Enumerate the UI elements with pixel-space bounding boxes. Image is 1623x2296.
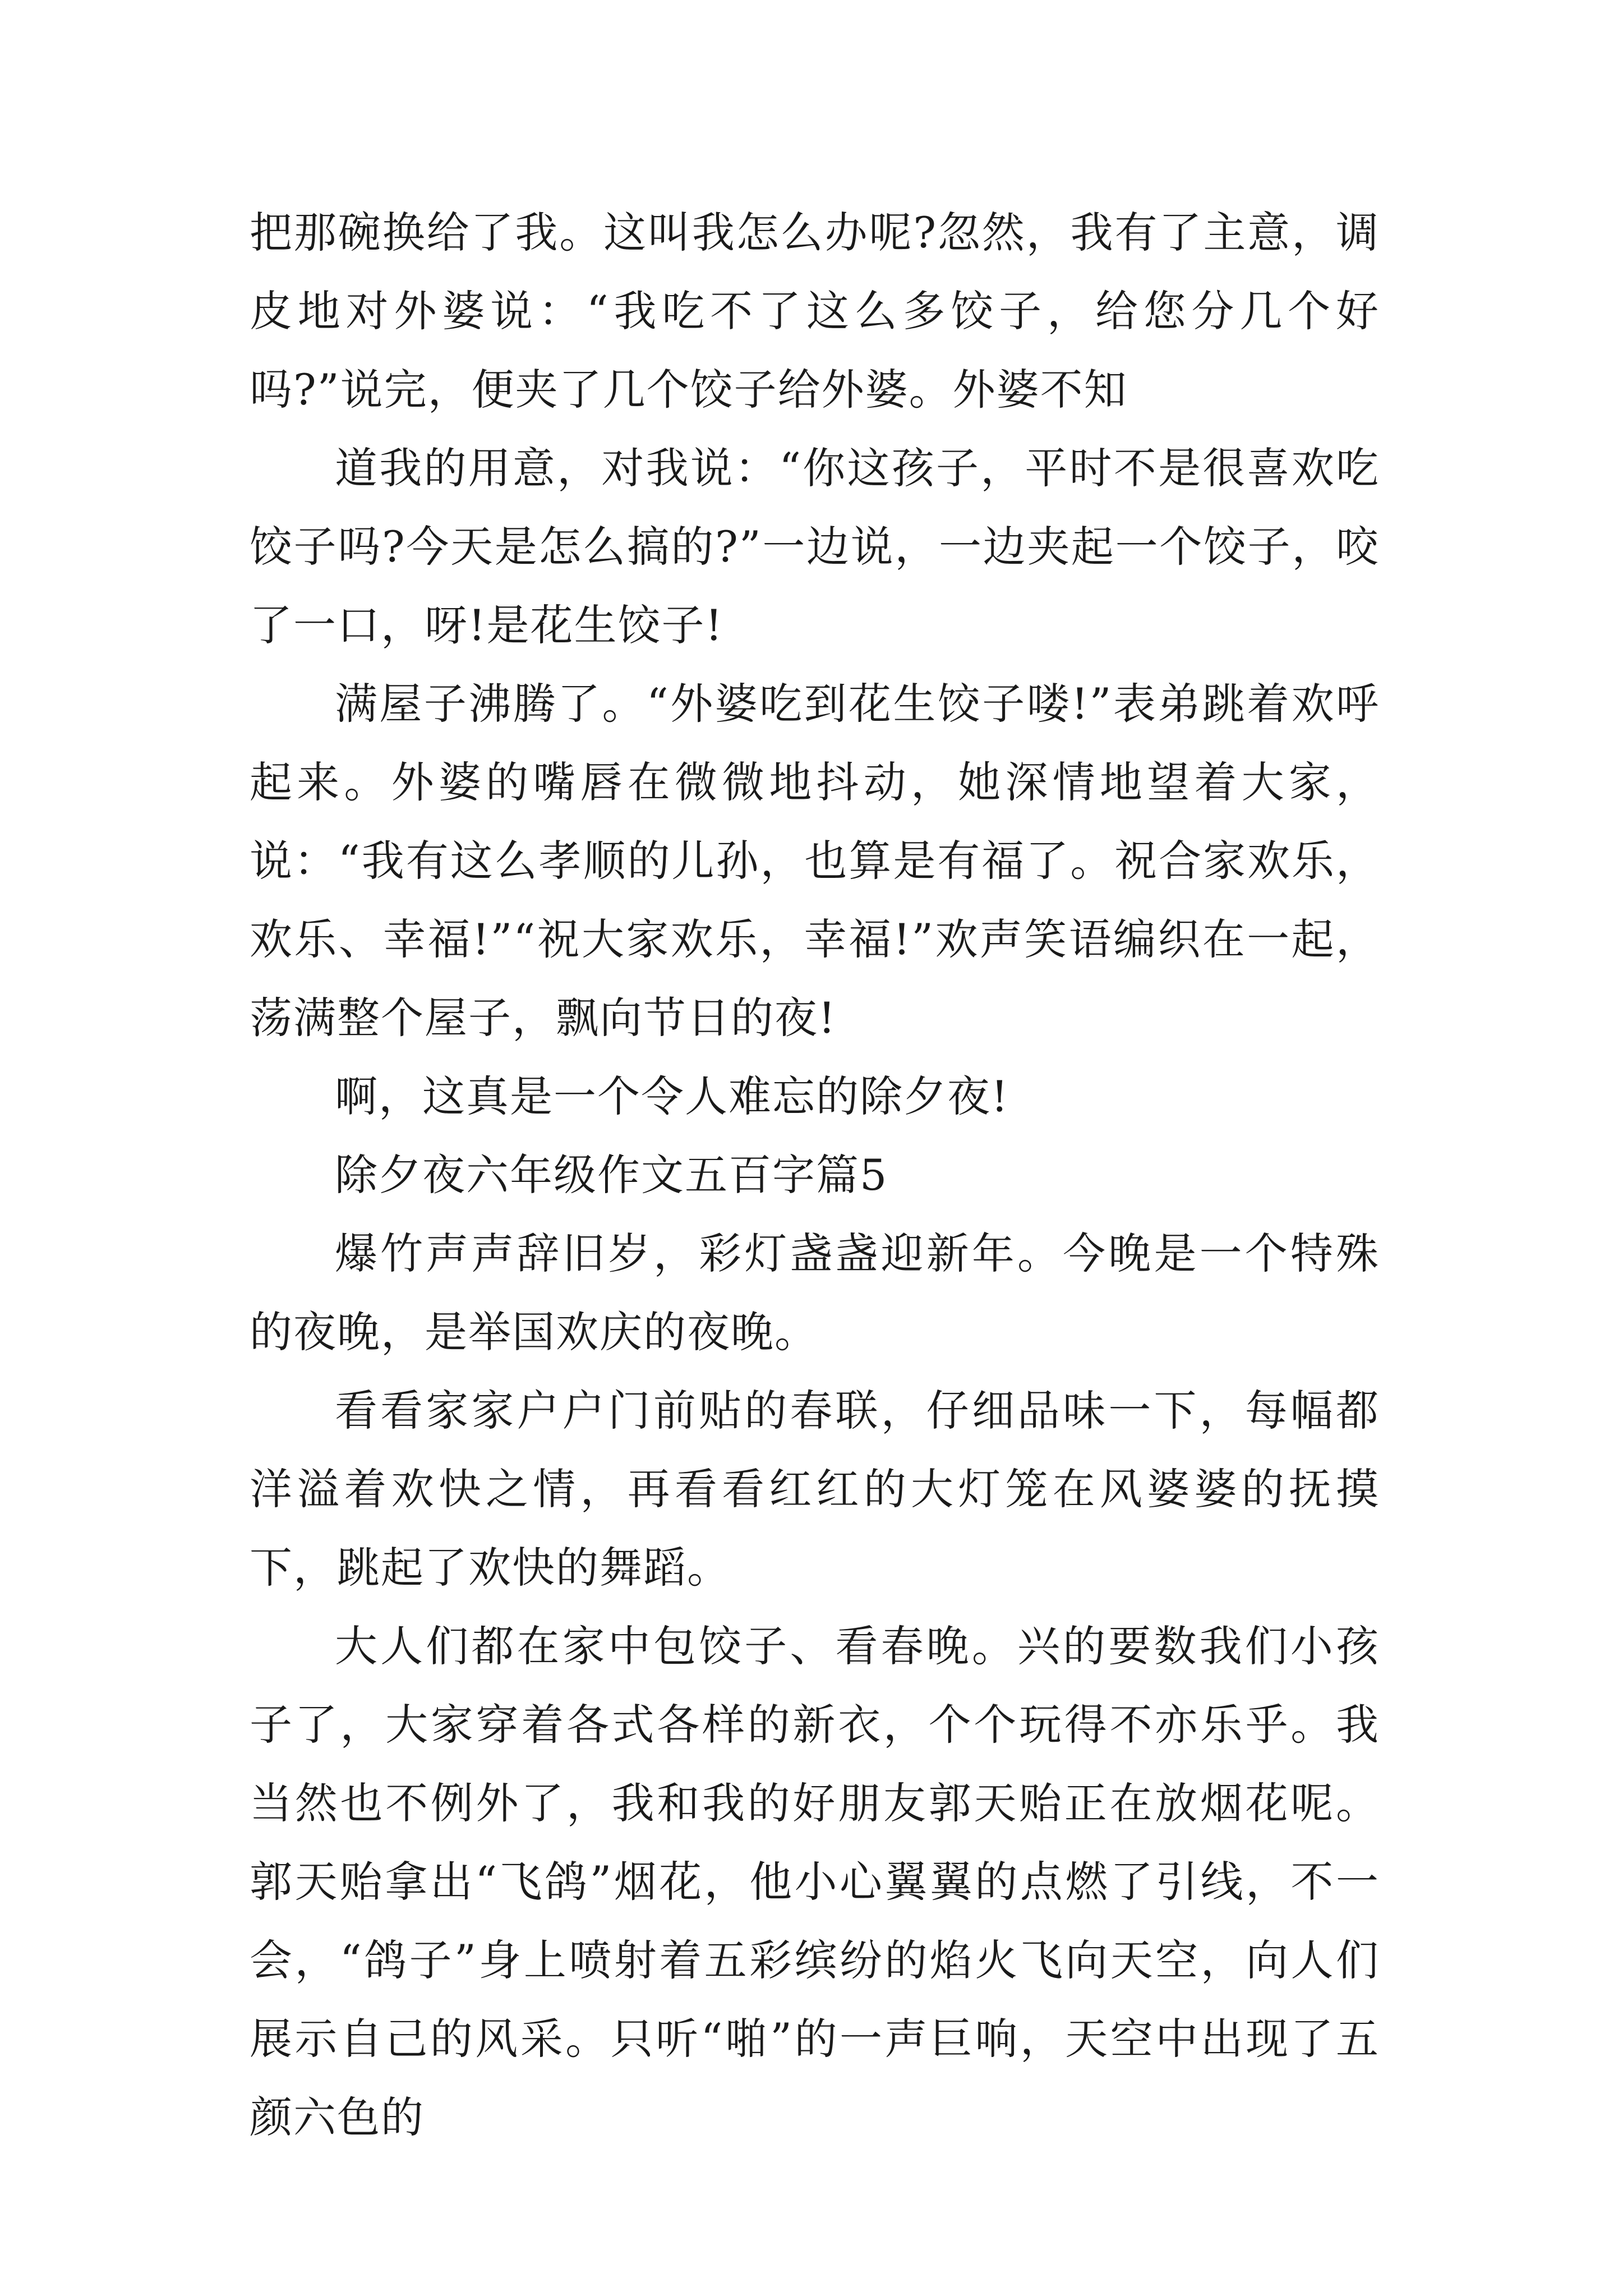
article-body (250, 194, 1380, 2157)
paragraph-2: 道我的用意，对我说：“你这孩子，平时不是很喜欢吃饺子吗?今天是怎么搞的?”一边说，一边夹起一个饺子，咬了一口，呀!是花生饺子! (250, 443, 1380, 650)
paragraph-6: 看看家家户户门前贴的春联，仔细品味一下，每幅都洋溢着欢快之情，再看看红红的大灯笼在风婆婆的抚摸下，跳起了欢快的舞蹈。 (250, 1386, 1380, 1593)
paragraph-1: 把那碗换给了我。这叫我怎么办呢?忽然，我有了主意，调皮地对外婆说：“我吃不了这么多饺子，给您分几个好吗?”说完，便夹了几个饺子给外婆。外婆不知 (250, 208, 1380, 415)
paragraph-7: 大人们都在家中包饺子、看春晚。兴的要数我们小孩子了，大家穿着各式各样的新衣，个个玩得不亦乐乎。我当然也不例外了，我和我的好朋友郭天贻正在放烟花呢。郭天贻拿出“飞鸽”烟花，他小心翼翼的点燃了引线，不一会，“鸽子”身上喷射着五彩缤纷的焰火飞向天空，向人们展示自己的风采。只听“啪”的一声巨响，天空中出现了五颜六色的 (250, 1621, 1380, 2142)
paragraph-4: 啊，这真是一个令人难忘的除夕夜! (335, 1071, 1009, 1121)
paragraph-3: 满屋子沸腾了。“外婆吃到花生饺子喽!”表弟跳着欢呼起来。外婆的嘴唇在微微地抖动，她深情地望着大家，说：“我有这么孝顺的儿孙，也算是有福了。祝合家欢乐，欢乐、幸福!”“祝大家欢乐，幸福!”欢声笑语编织在一起，荡满整个屋子，飘向节日的夜! (250, 679, 1380, 1043)
section-heading: 除夕夜六年级作文五百字篇5 (335, 1150, 888, 1200)
paragraph-5: 爆竹声声辞旧岁，彩灯盏盏迎新年。今晚是一个特殊的夜晚，是举国欢庆的夜晚。 (250, 1228, 1380, 1357)
